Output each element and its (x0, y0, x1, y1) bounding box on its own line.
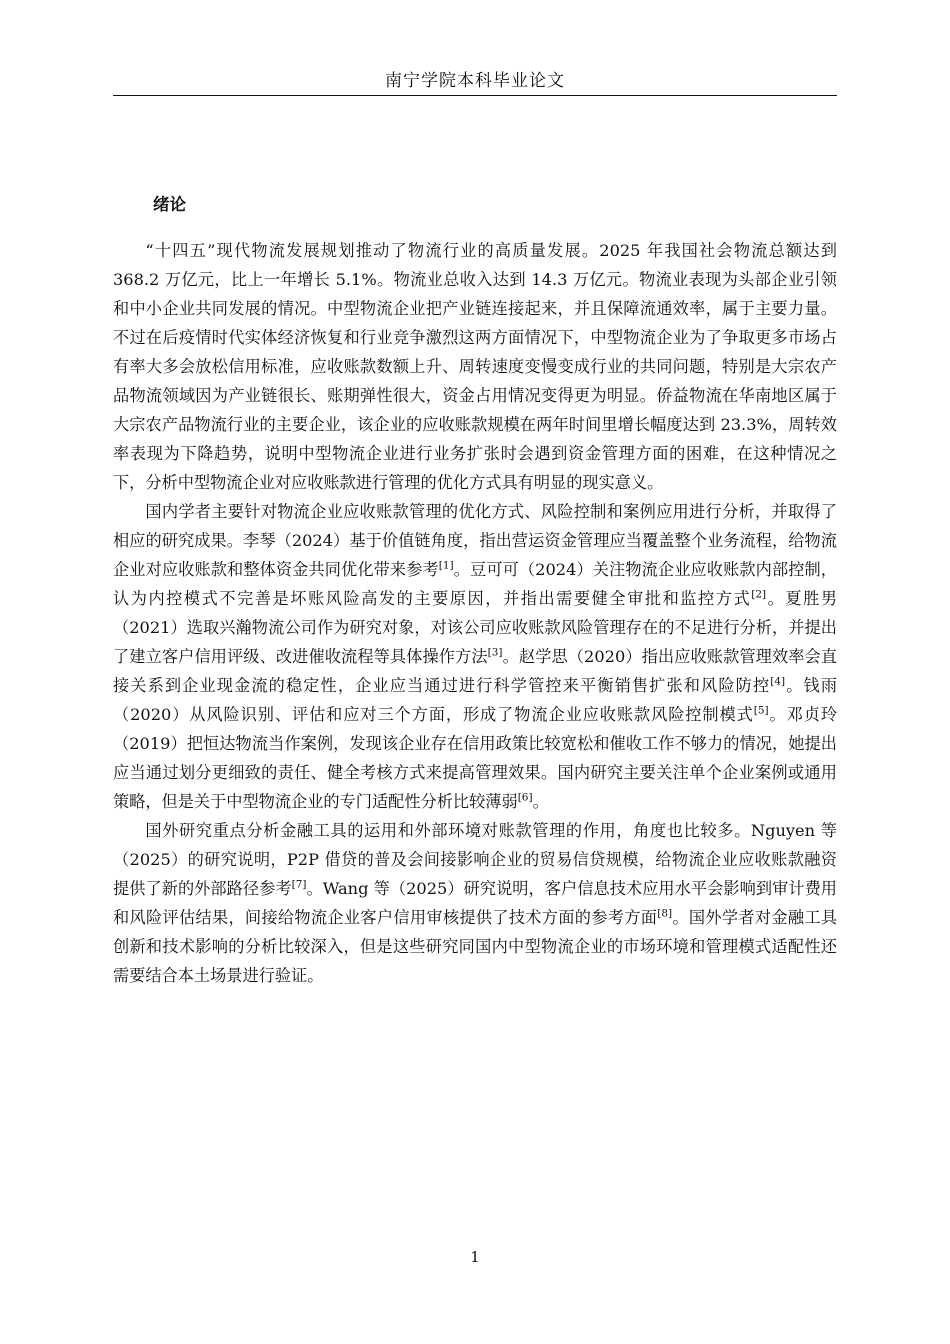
paragraph-1 (113, 236, 837, 497)
paragraph-text: “十四五”现代物流发展规划推动了物流行业的高质量发展。2025 年我国社会物流总额达到 368.2 万亿元，比上一年增长 5.1%。物流业总收入达到 14.3 万亿元。物流业表现为头部企业引领和中小企业共同发展的情况。中型物流企业把产业链连接起来，并且保障流通效率，属于主要力量。不过在后疫情时代实体经济恢复和行业竞争激烈这两方面情况下，中型物流企业为了争取更多市场占有率大多会放松信用标准，应收账款数额上升、周转速度变慢变成行业的共同问题，特别是大宗农产品物流领域因为产业链很长、账期弹性很大，资金占用情况变得更为明显。侨益物流在华南地区属于大宗农产品物流行业的主要企业，该企业的应收账款规模在两年时间里增长幅度达到 23.3%，周转效率表现为下降趋势，说明中型物流企业进行业务扩张时会遇到资金管理方面的困难，在这种情况之下，分析中型物流企业对应收账款进行管理的优化方式具有明显的现实意义。 (113, 241, 837, 492)
paragraph-text: 。 (532, 792, 549, 811)
citation-ref: [6] (517, 791, 533, 804)
paragraph-text: 。豆可可（2024）关注物流企业应收账款内部控制，认为内控模式不完善是坏账风险高发的主要原因，并指出需要健全审批和监控方式 (113, 560, 837, 608)
paragraph-text: 国内学者主要针对物流企业应收账款管理的优化方式、风险控制和案例应用进行分析，并取得了相应的研究成果。李琴（2024）基于价值链角度，指出营运资金管理应当覆盖整个业务流程，给物流企业对应收账款和整体资金共同优化带来参考 (113, 502, 837, 579)
page-number: 1 (470, 1248, 480, 1266)
section-title: 绪论 (153, 195, 186, 214)
paragraph-text: 。Wang 等（2025）研究说明，客户信息技术应用水平会影响到审计费用和风险评估结果，间接给物流企业客户信用审核提供了技术方面的参考方面 (113, 879, 837, 927)
page-header-title: 南宁学院本科毕业论文 (385, 71, 565, 91)
paragraph-text: 。夏胜男（2021）选取兴瀚物流公司作为研究对象，对该公司应收账款风险管理存在的不足进行分析，并提出了建立客户信用评级、改进催收流程等具体操作方法 (113, 589, 838, 666)
paragraph-text: 。钱雨（2020）从风险识别、评估和应对三个方面，形成了物流企业应收账款风险控制模式 (113, 676, 838, 724)
citation-ref: [1] (438, 559, 454, 572)
citation-ref: [7] (291, 878, 307, 891)
header-divider (113, 95, 837, 96)
paragraph-text: 。国外学者对金融工具创新和技术影响的分析比较深入，但是这些研究同国内中型物流企业的市场环境和管理模式适配性还需要结合本土场景进行验证。 (113, 908, 838, 985)
paragraph-text: 。邓贞玲（2019）把恒达物流当作案例，发现该企业存在信用政策比较宽松和催收工作不够力的情况，她提出应当通过划分更细致的责任、健全考核方式来提高管理效果。国内研究主要关注单个企业案例或通用策略，但是关于中型物流企业的专门适配性分析比较薄弱 (113, 705, 838, 811)
citation-ref: [4] (770, 675, 786, 688)
citation-ref: [8] (657, 907, 673, 920)
citation-ref: [3] (487, 646, 503, 659)
document-body (113, 192, 837, 990)
paragraph-3 (113, 816, 837, 990)
citation-ref: [2] (751, 588, 767, 601)
citation-ref: [5] (753, 704, 769, 717)
paragraph-text: 国外研究重点分析金融工具的运用和外部环境对账款管理的作用，角度也比较多。Nguyen 等（2025）的研究说明，P2P 借贷的普及会间接影响企业的贸易信贷规模，给物流企业应收账款融资提供了新的外部路径参考 (113, 821, 837, 898)
paragraph-text: 。赵学思（2020）指出应收账款管理效率会直接关系到企业现金流的稳定性，企业应当通过进行科学管控来平衡销售扩张和风险防控 (113, 647, 838, 695)
paragraph-2 (113, 497, 837, 816)
